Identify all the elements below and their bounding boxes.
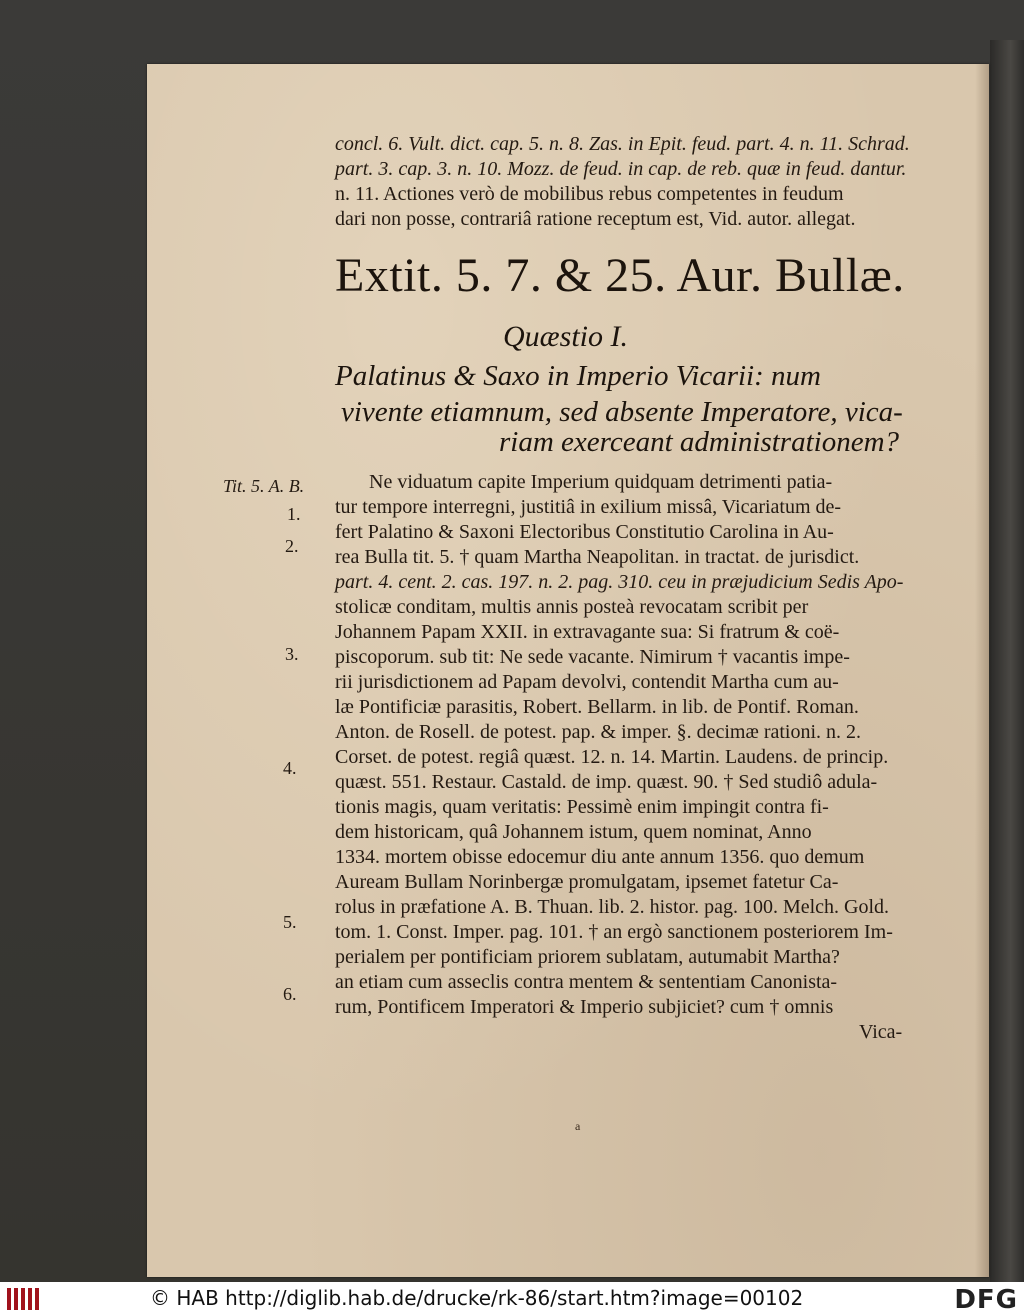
body-line-21: an etiam cum asseclis contra mentem & sententiam Canonista- — [335, 971, 838, 993]
body-line-19: tom. 1. Const. Imper. pag. 101. † an ergò sanctionem posteriorem Im- — [335, 921, 893, 943]
footer-bar — [0, 1282, 1024, 1316]
body-line-10: læ Pontificiæ parasitis, Robert. Bellarm. in lib. de Pontif. Roman. — [335, 696, 859, 718]
dfg-logo: DFG — [954, 1285, 1018, 1315]
margin-number-6: 6. — [283, 984, 297, 1004]
book-spine — [990, 40, 1024, 1282]
body-line-17: Auream Bullam Norinbergæ promulgatam, ipsemet fatetur Ca- — [335, 871, 839, 893]
hab-logo-icon — [6, 1286, 42, 1312]
body-line-16: 1334. mortem obisse edocemur diu ante annum 1356. quo demum — [335, 846, 865, 868]
question-line-3: riam exerceant administrationem? — [499, 426, 900, 458]
page-signature-mark: a — [575, 1119, 581, 1133]
body-line-12: Corset. de potest. regiâ quæst. 12. n. 14. Martin. Laudens. de princip. — [335, 746, 889, 768]
top-line-2: part. 3. cap. 3. n. 10. Mozz. de feud. in cap. de reb. quæ in feud. dantur. — [335, 158, 907, 180]
body-line-11: Anton. de Rosell. de potest. pap. & imper. §. decimæ rationi. n. 2. — [335, 721, 862, 743]
body-line-7: Johannem Papam XXII. in extravagante sua: Si fratrum & coë- — [335, 621, 840, 643]
margin-number-1: 1. — [287, 504, 301, 524]
body-line-6: stolicæ conditam, multis annis posteà revocatam scribit per — [335, 596, 809, 618]
body-line-18: rolus in præfatione A. B. Thuan. lib. 2. histor. pag. 100. Melch. Gold. — [335, 896, 890, 918]
book-page — [147, 64, 989, 1277]
page-gutter — [975, 64, 989, 1277]
footer-copyright-link[interactable]: © HAB http://diglib.hab.de/drucke/rk-86/start.htm?image=00102 — [150, 1286, 804, 1310]
body-line-13: quæst. 551. Restaur. Castald. de imp. quæst. 90. † Sed studiô adula- — [335, 771, 878, 793]
margin-number-2: 2. — [285, 536, 299, 556]
body-line-9: rii jurisdictionem ad Papam devolvi, contendit Martha cum au- — [335, 671, 839, 693]
body-line-15: dem historicam, quâ Johannem istum, quem nominat, Anno — [335, 821, 812, 843]
body-line-1: Ne viduatum capite Imperium quidquam detrimenti patia- — [369, 471, 833, 493]
top-line-1: concl. 6. Vult. dict. cap. 5. n. 8. Zas. in Epit. feud. part. 4. n. 11. Schrad. — [335, 133, 910, 155]
catchword: Vica- — [859, 1021, 903, 1043]
quaestio-heading: Quæstio I. — [503, 320, 629, 353]
body-line-2: tur tempore interregni, justitiâ in exilium missâ, Vicariatum de- — [335, 496, 842, 518]
body-line-14: tionis magis, quam veritatis: Pessimè enim impingit contra fi- — [335, 796, 829, 818]
body-line-20: perialem per pontificiam priorem sublatam, autumabit Martha? — [335, 946, 840, 968]
margin-number-4: 4. — [283, 758, 297, 778]
margin-reference: Tit. 5. A. B. — [223, 476, 305, 496]
body-line-22: rum, Pontificem Imperatori & Imperio subjiciet? cum † omnis — [335, 996, 834, 1018]
top-line-4: dari non posse, contrariâ ratione receptum est, Vid. autor. allegat. — [335, 208, 856, 230]
body-line-4: rea Bulla tit. 5. † quam Martha Neapolitan. in tractat. de jurisdict. — [335, 546, 860, 568]
question-line-1: Palatinus & Saxo in Imperio Vicarii: num — [335, 360, 821, 392]
margin-number-5: 5. — [283, 912, 297, 932]
section-heading: Extit. 5. 7. & 25. Aur. Bullæ. — [335, 249, 905, 302]
body-line-8: piscoporum. sub tit: Ne sede vacante. Nimirum † vacantis impe- — [335, 646, 850, 668]
margin-number-3: 3. — [285, 644, 299, 664]
body-line-5: part. 4. cent. 2. cas. 197. n. 2. pag. 310. ceu in præjudicium Sedis Apo- — [335, 571, 904, 593]
top-line-3: n. 11. Actiones verò de mobilibus rebus competentes in feudum — [335, 183, 844, 205]
body-line-3: fert Palatino & Saxoni Electoribus Constitutio Carolina in Au- — [335, 521, 834, 543]
question-line-2: vivente etiamnum, sed absente Imperatore, vica- — [341, 396, 903, 428]
